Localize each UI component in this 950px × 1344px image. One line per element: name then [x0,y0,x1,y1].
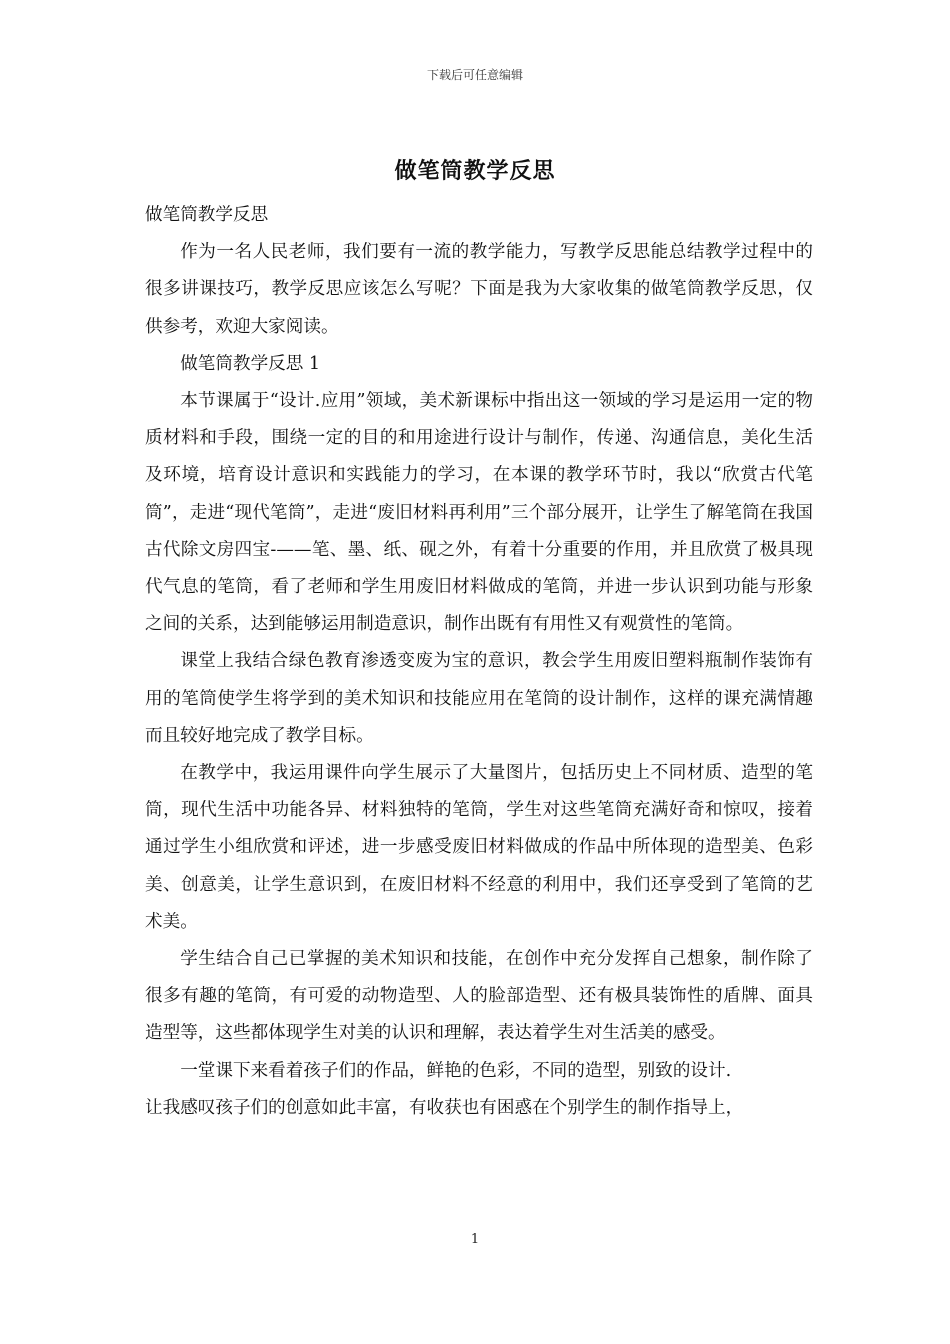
paragraph: 在教学中，我运用课件向学生展示了大量图片，包括历史上不同材质、造型的笔筒，现代生活中功能各异、材料独特的笔筒，学生对这些笔筒充满好奇和惊叹，接着通过学生小组欣赏和评述，进一步感受废旧材料做成的作品中所体现的造型美、色彩美、创意美，让学生意识到，在废旧材料不经意的利用中，我们还享受到了笔筒的艺术美。 [145,763,813,932]
paragraph: 课堂上我结合绿色教育渗透变废为宝的意识，教会学生用废旧塑料瓶制作装饰有用的笔筒使学生将学到的美术知识和技能应用在笔筒的设计制作，这样的课充满情趣而且较好地完成了教学目标。 [145,651,813,746]
document-body [145,197,813,1127]
section-heading: 做笔筒教学反思 1 [180,353,321,374]
document-subtitle: 做笔筒教学反思 [145,205,269,225]
paragraph-continued: 让我感叹孩子们的创意如此丰富，有收获也有困惑在个别学生的制作指导上， [145,1097,744,1118]
document-title: 做笔筒教学反思 [394,158,556,184]
paragraph: 一堂课下来看着孩子们的作品，鲜艳的色彩，不同的造型，别致的设计. [180,1060,732,1081]
page-header: 下载后可任意编辑 [426,68,523,82]
paragraph-intro: 作为一名人民老师，我们要有一流的教学能力，写教学反思能总结教学过程中的很多讲课技巧，教学反思应该怎么写呢？下面是我为大家收集的做笔筒教学反思，仅供参考，欢迎大家阅读。 [145,242,813,337]
page-number: 1 [470,1232,480,1247]
paragraph: 本节课属于“设计.应用”领域，美术新课标中指出这一领域的学习是运用一定的物质材料和手段，围绕一定的目的和用途进行设计与制作，传递、沟通信息，美化生活及环境，培育设计意识和实践能力的学习，在本课的教学环节时，我以“欣赏古代笔筒”，走进“现代笔筒”，走进“废旧材料再利用”三个部分展开，让学生了解笔筒在我国古代除文房四宝-——笔、墨、纸、砚之外，有着十分重要的作用，并且欣赏了极具现代气息的笔筒，看了老师和学生用废旧材料做成的笔筒，并进一步认识到功能与形象之间的关系，达到能够运用制造意识，制作出既有有用性又有观赏性的笔筒。 [145,391,813,635]
paragraph: 学生结合自己已掌握的美术知识和技能，在创作中充分发挥自己想象，制作除了很多有趣的笔筒，有可爱的动物造型、人的脸部造型、还有极具装饰性的盾牌、面具造型等，这些都体现学生对美的认识和理解，表达着学生对生活美的感受。 [145,949,813,1044]
